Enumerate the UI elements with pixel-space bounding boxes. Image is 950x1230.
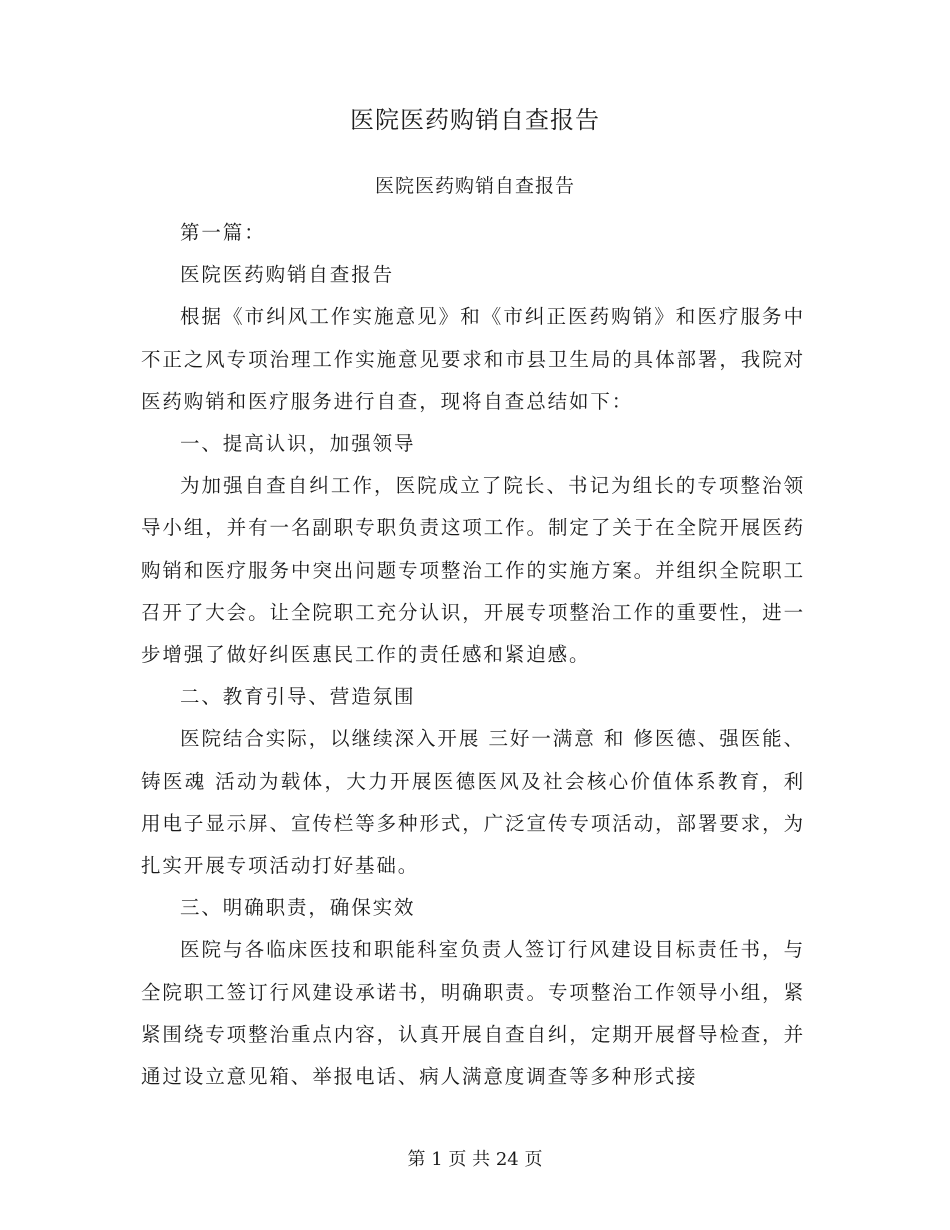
body-paragraph: 根据《市纠风工作实施意见》和《市纠正医药购销》和医疗服务中不正之风专项治理工作实施意见要求和市县卫生局的具体部署，我院对医药购销和医疗服务进行自查，现将自查总结如下： — [141, 305, 805, 413]
document-body — [141, 212, 805, 1098]
body-paragraph: 医院结合实际，以继续深入开展 三好一满意 和 修医德、强医能、铸医魂 活动为载体，大力开展医德医风及社会核心价值体系教育，利用电子显示屏、宣传栏等多种形式，广泛宣传专项活动，部署要求，为扎实开展专项活动打好基础。 — [141, 727, 805, 878]
section-label: 第一篇： — [180, 221, 266, 244]
page-number: 第 1 页 共 24 页 — [407, 1149, 543, 1170]
section-heading: 三、明确职责，确保实效 — [180, 896, 416, 920]
body-paragraph: 为加强自查自纠工作，医院成立了院长、书记为组长的专项整治领导小组，并有一名副职专职负责这项工作。制定了关于在全院开展医药购销和医疗服务中突出问题专项整治工作的实施方案。并组织全院职工召开了大会。让全院职工充分认识，开展专项整治工作的重要性，进一步增强了做好纠医惠民工作的责任感和紧迫感。 — [141, 474, 805, 667]
page-footer — [0, 1147, 950, 1173]
document-title: 医院医药购销自查报告 — [350, 106, 600, 134]
body-paragraph: 医院与各临床医技和职能科室负责人签订行风建设目标责任书，与全院职工签订行风建设承诺书，明确职责。专项整治工作领导小组，紧紧围绕专项整治重点内容，认真开展自查自纠，定期开展督导检查，并通过设立意见箱、举报电话、病人满意度调查等多种形式接 — [141, 938, 805, 1089]
section-heading: 医院医药购销自查报告 — [180, 263, 395, 287]
section-heading: 一、提高认识，加强领导 — [180, 432, 416, 456]
section-heading: 二、教育引导、营造氛围 — [180, 685, 416, 709]
document-subtitle: 医院医药购销自查报告 — [374, 175, 575, 197]
